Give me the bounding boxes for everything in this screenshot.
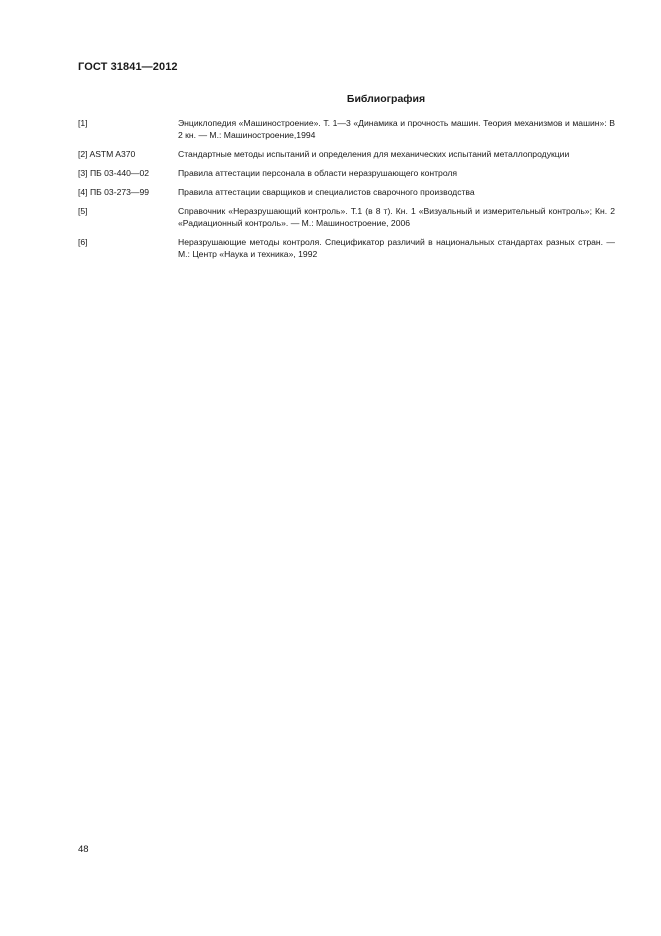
entry-label: [2] ASTM A370 — [78, 149, 136, 159]
entry-label: [1] — [78, 118, 88, 128]
entry-label: [6] — [78, 237, 88, 247]
bibliography-list — [78, 117, 615, 267]
document-code: ГОСТ 31841—2012 — [78, 61, 178, 73]
entry-label: [5] — [78, 206, 88, 216]
bibliography-entry-3 — [78, 167, 615, 179]
bibliography-entry-2 — [78, 148, 615, 160]
bibliography-entry-6 — [78, 236, 615, 260]
entry-label: [3] ПБ 03-440—02 — [78, 168, 150, 178]
bibliography-title-text: Библиография — [346, 93, 426, 105]
page-number: 48 — [78, 844, 89, 855]
entry-text: Стандартные методы испытаний и определения для механических испытаний металлопродукции — [178, 149, 570, 159]
bibliography-entry-1 — [78, 117, 615, 141]
entry-text: Правила аттестации персонала в области неразрушающего контроля — [178, 168, 458, 178]
entry-label: [4] ПБ 03-273—99 — [78, 187, 150, 197]
bibliography-title — [78, 93, 614, 105]
entry-text: Правила аттестации сварщиков и специалистов сварочного производства — [178, 187, 475, 197]
bibliography-entry-4 — [78, 186, 615, 198]
bibliography-entry-5 — [78, 205, 615, 229]
entry-text: Неразрушающие методы контроля. Спецификатор различий в национальных стандартах разных стран. — М.: Центр «Наука и техника», 1992 — [178, 237, 615, 259]
entry-text: Энциклопедия «Машиностроение». Т. 1—3 «Динамика и прочность машин. Теория механизмов и машин»: В 2 кн. — М.: Машиностроение,1994 — [178, 118, 615, 140]
entry-text: Справочник «Неразрушающий контроль». Т.1 (в 8 т). Кн. 1 «Визуальный и измерительный контроль»; Кн. 2 «Радиационный контроль». — М.: Машиностроение, 2006 — [178, 206, 615, 228]
